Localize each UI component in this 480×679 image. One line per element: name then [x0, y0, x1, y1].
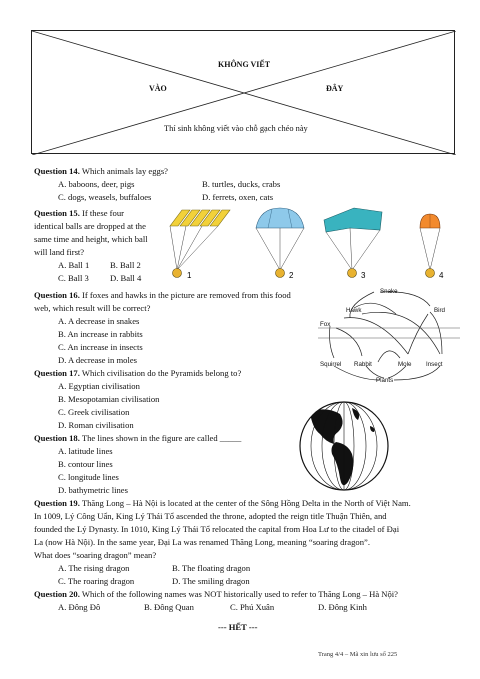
q14-option-a[interactable]: A. baboons, deer, pigs	[58, 179, 135, 189]
q19-option-a[interactable]: A. The rising dragon	[58, 563, 130, 573]
parachute-number-1: 1	[187, 271, 192, 280]
web-label-fox: Fox	[320, 321, 331, 328]
web-label-bird: Bird	[434, 307, 446, 314]
cross-lines	[32, 31, 456, 155]
q20-option-c[interactable]: C. Phú Xuân	[230, 602, 275, 612]
parachute-3	[324, 208, 382, 278]
q18-option-c[interactable]: C. longitude lines	[58, 472, 119, 482]
web-label-mole: Mole	[398, 361, 412, 368]
q16-option-a[interactable]: A. A decrease in snakes	[58, 316, 140, 326]
parachutes-figure	[168, 202, 454, 286]
q15-option-d[interactable]: D. Ball 4	[110, 273, 142, 283]
q15-stem-line1: Question 15. If these four	[34, 208, 124, 218]
q14-option-b[interactable]: B. turtles, ducks, crabs	[202, 179, 281, 189]
parachute-1	[170, 210, 230, 278]
q17-option-d[interactable]: D. Roman civilisation	[58, 420, 134, 430]
q14-option-d[interactable]: D. ferrets, oxen, cats	[202, 192, 274, 202]
q16-option-d[interactable]: D. A decrease in moles	[58, 355, 137, 365]
q14-stem: Question 14. Which animals lay eggs?	[34, 166, 168, 176]
q20-option-d[interactable]: D. Đông Kinh	[318, 602, 367, 612]
parachute-number-3: 3	[361, 271, 366, 280]
q19-option-c[interactable]: C. The roaring dragon	[58, 576, 135, 586]
q15-stem-line3: same time and height, which ball	[34, 234, 148, 244]
web-label-rabbit: Rabbit	[354, 361, 372, 368]
q15-option-b[interactable]: B. Ball 2	[110, 260, 141, 270]
q18-stem: Question 18. The lines shown in the figure are called _____	[34, 433, 242, 443]
box-right-word: ĐÂY	[326, 84, 344, 93]
q16-stem-line2: web, which result will be correct?	[34, 303, 151, 313]
q14-option-c[interactable]: C. dogs, weasels, buffaloes	[58, 192, 152, 202]
q20-option-a[interactable]: A. Đông Đô	[58, 602, 101, 612]
end-mark: --- HẾT ---	[218, 622, 258, 632]
box-note: Thí sinh không viết vào chỗ gạch chéo này	[164, 124, 308, 133]
q15-option-c[interactable]: C. Ball 3	[58, 273, 89, 283]
q20-stem: Question 20. Which of the following names was NOT historically used to refer to Thăng Long – Hà Nội?	[34, 589, 398, 599]
web-label-snake: Snake	[380, 288, 398, 295]
q17-option-a[interactable]: A. Egyptian civilisation	[58, 381, 140, 391]
q19-stem-line3: founded the Lý Dynasty. In 1010, King Lý Thái Tổ relocated the capital from Hoa Lư to the citadel of Đại	[34, 524, 400, 534]
q17-option-c[interactable]: C. Greek civilisation	[58, 407, 130, 417]
q16-option-b[interactable]: B. An increase in rabbits	[58, 329, 143, 339]
q15-stem-line2: identical balls are dropped at the	[34, 221, 146, 231]
q15-option-a[interactable]: A. Ball 1	[58, 260, 90, 270]
web-label-squirrel: Squirrel	[320, 361, 342, 368]
q19-stem-line1: Question 19. Thăng Long – Hà Nội is located at the center of the Sông Hồng Delta in the North of Việt Nam.	[34, 498, 411, 508]
q20-option-b[interactable]: B. Đông Quan	[144, 602, 194, 612]
parachute-number-4: 4	[439, 271, 444, 280]
parachute-number-2: 2	[289, 271, 294, 280]
q17-option-b[interactable]: B. Mesopotamian civilisation	[58, 394, 160, 404]
box-left-word: VÀO	[149, 84, 167, 93]
q17-stem: Question 17. Which civilisation do the Pyramids belong to?	[34, 368, 242, 378]
web-label-plants: Plants	[376, 377, 394, 384]
page-footer: Trang 4/4 – Mã xin lưu số 225	[318, 651, 398, 658]
q16-option-c[interactable]: C. An increase in insects	[58, 342, 143, 352]
parachute-4	[420, 214, 440, 278]
q19-question: What does “soaring dragon” mean?	[34, 550, 157, 560]
q18-option-b[interactable]: B. contour lines	[58, 459, 113, 469]
no-write-box	[31, 30, 455, 154]
parachute-2	[256, 208, 304, 278]
q19-stem-line4: La (now Hà Nội). In the same year, Đại La was renamed Thăng Long, meaning “soaring dragon”.	[34, 537, 370, 547]
q16-stem: Question 16. If foxes and hawks in the picture are removed from this food	[34, 290, 291, 300]
globe-figure	[296, 398, 392, 494]
q19-option-b[interactable]: B. The floating dragon	[172, 563, 251, 573]
web-label-hawk: Hawk	[346, 307, 362, 314]
food-web-figure	[318, 284, 460, 384]
box-line1: KHÔNG VIẾT	[218, 60, 271, 69]
q19-option-d[interactable]: D. The smiling dragon	[172, 576, 250, 586]
q19-stem-line2: In 1009, Lý Công Uẩn, King Lý Thái Tổ ascended the throne, adopted the reign title Thuận Thiên, and	[34, 511, 387, 521]
q18-option-d[interactable]: D. bathymetric lines	[58, 485, 128, 495]
q15-stem-line4: will land first?	[34, 247, 85, 257]
q18-option-a[interactable]: A. latitude lines	[58, 446, 113, 456]
web-label-insect: Insect	[426, 361, 443, 368]
